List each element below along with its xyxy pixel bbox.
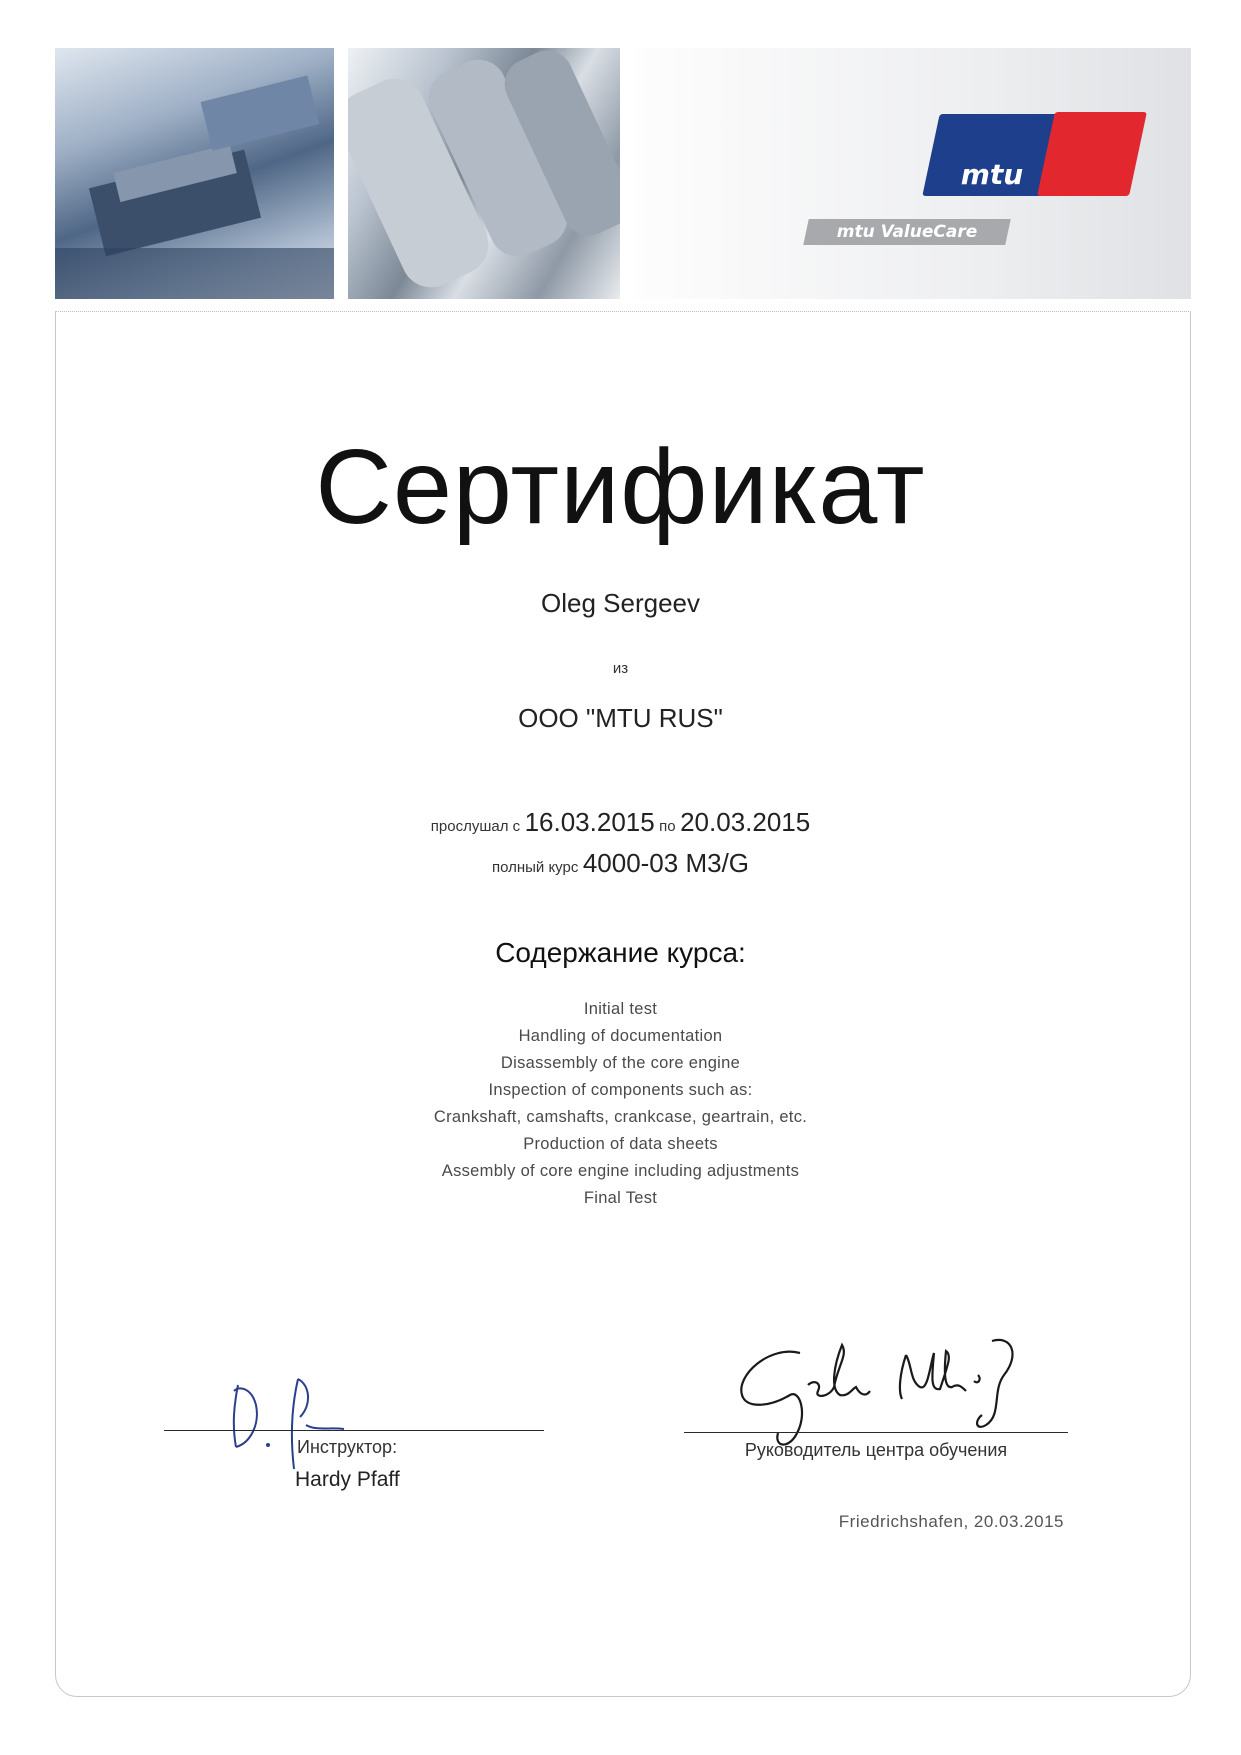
- certificate-title: Сертификат: [315, 428, 926, 546]
- circuit-board-illustration: [55, 48, 334, 299]
- list-item: Disassembly of the core engine: [500, 1054, 741, 1072]
- company-name: OOO "MTU RUS": [518, 703, 723, 733]
- to-label: по: [659, 818, 676, 835]
- attended-label: прослушал с: [430, 818, 521, 835]
- list-item: Assembly of core engine including adjustments: [441, 1162, 800, 1180]
- list-item: Crankshaft, camshafts, crankcase, geartrain, etc.: [433, 1108, 808, 1126]
- list-item: Final Test: [583, 1189, 658, 1207]
- attendance-dates: [0, 805, 1241, 844]
- contents-heading: Содержание курса:: [495, 937, 746, 968]
- list-item: Inspection of components such as:: [488, 1081, 753, 1099]
- head-signature-line: [684, 1432, 1068, 1433]
- contents-list: [0, 996, 1241, 1212]
- list-item: Handling of documentation: [518, 1027, 723, 1045]
- instructor-signature: [220, 1365, 350, 1475]
- list-item: Initial test: [583, 1000, 658, 1018]
- mtu-logo-text: mtu: [960, 158, 1024, 191]
- date-from: 16.03.2015: [524, 807, 655, 837]
- engine-photo: [348, 48, 620, 299]
- course-code: 4000-03 M3/G: [582, 848, 750, 878]
- mtu-logo-red-block: [1037, 112, 1147, 196]
- course-line: [0, 846, 1241, 885]
- date-to: 20.03.2015: [680, 807, 811, 837]
- electronics-photo: [55, 48, 334, 299]
- head-of-training-label: Руководитель центра обучения: [744, 1440, 1008, 1460]
- engine-illustration: [348, 48, 620, 299]
- from-label: из: [612, 660, 629, 677]
- list-item: Production of data sheets: [523, 1135, 718, 1153]
- instructor-signature-line: [164, 1430, 544, 1431]
- instructor-label: Инструктор:: [297, 1437, 398, 1457]
- instructor-name: Hardy Pfaff: [295, 1468, 400, 1491]
- participant-name: Oleg Sergeev: [541, 588, 700, 618]
- place-date: Friedrichshafen, 20.03.2015: [838, 1512, 1064, 1531]
- valuecare-text: mtu ValueCare: [836, 222, 978, 242]
- course-label: полный курс: [491, 859, 579, 876]
